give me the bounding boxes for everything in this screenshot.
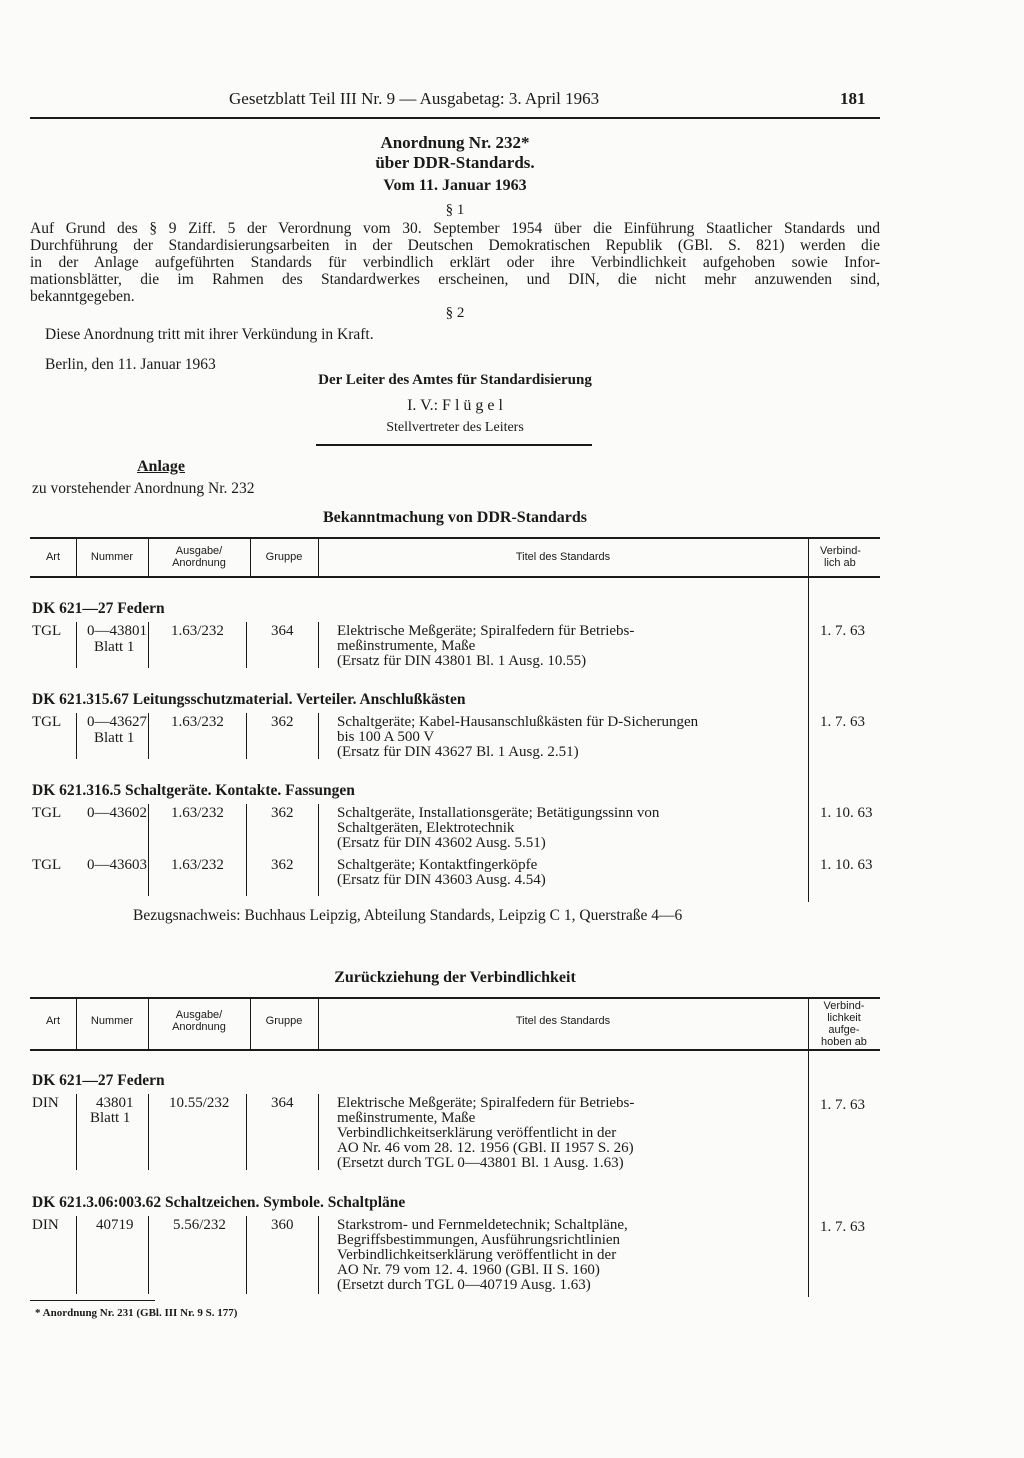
cell-datum: 1. 7. 63 bbox=[820, 1097, 865, 1113]
ordinance-title: Anordnung Nr. 232* bbox=[380, 133, 530, 152]
col-header-gruppe: Gruppe bbox=[265, 551, 303, 563]
annex-title: Anlage bbox=[137, 458, 185, 475]
cell-titel: Schaltgeräte; Kontaktfingerköpfe bbox=[337, 857, 538, 873]
paragraph-1-line: Auf Grund des § 9 Ziff. 5 der Verordnung vom 30. September 1954 über die Einführung Staatlicher Standards und bbox=[30, 220, 880, 237]
paragraph-2-heading: § 2 bbox=[445, 305, 465, 321]
cell-titel: Elektrische Meßgeräte; Spiralfedern für Betriebs- bbox=[337, 1095, 635, 1111]
signature: I. V.: F l ü g e l bbox=[407, 397, 503, 414]
cell-gruppe: 364 bbox=[271, 1095, 294, 1111]
col-header-verbindlichkeit: Verbind- bbox=[823, 1000, 865, 1012]
cell-titel: (Ersatz für DIN 43603 Ausg. 4.54) bbox=[337, 872, 546, 888]
row-separator bbox=[246, 622, 247, 668]
cell-nummer: 0—43603 bbox=[87, 857, 147, 873]
date-column-separator bbox=[808, 539, 809, 902]
group-heading: DK 621—27 Federn bbox=[32, 600, 165, 617]
cell-nummer: Blatt 1 bbox=[94, 639, 135, 655]
row-separator bbox=[148, 1216, 149, 1294]
paragraph-1-line: mationsblätter, die im Rahmen des Standardwerkes erscheinen, und DIN, die nicht mehr anzuwenden sind, bbox=[30, 271, 880, 288]
cell-ausgabe: 1.63/232 bbox=[171, 714, 224, 730]
row-separator bbox=[246, 804, 247, 896]
row-separator bbox=[246, 1094, 247, 1170]
cell-nummer: 0—43602 bbox=[87, 805, 147, 821]
table-top-rule bbox=[30, 537, 880, 539]
journal-header: Gesetzblatt Teil III Nr. 9 — Ausgabetag: 3. April 1963 bbox=[229, 89, 600, 108]
cell-gruppe: 360 bbox=[271, 1217, 294, 1233]
cell-titel: Schaltgeräten, Elektrotechnik bbox=[337, 820, 515, 836]
row-separator bbox=[148, 804, 149, 896]
col-header-ausgabe: Ausgabe/ bbox=[175, 1009, 223, 1021]
section-separator bbox=[316, 444, 592, 446]
cell-titel: Elektrische Meßgeräte; Spiralfedern für Betriebs- bbox=[337, 623, 635, 639]
cell-ausgabe: 10.55/232 bbox=[169, 1095, 230, 1111]
col-header-gruppe: Gruppe bbox=[265, 1015, 303, 1027]
group-heading: DK 621.3.06:003.62 Schaltzeichen. Symbole. Schaltpläne bbox=[32, 1194, 406, 1211]
col-header-titel: Titel des Standards bbox=[515, 551, 611, 563]
cell-titel: meßinstrumente, Maße bbox=[337, 638, 476, 654]
signature-role: Stellvertreter des Leiters bbox=[386, 420, 524, 435]
row-separator bbox=[148, 1094, 149, 1170]
withdrawal-title: Zurückziehung der Verbindlichkeit bbox=[334, 969, 576, 986]
cell-datum: 1. 7. 63 bbox=[820, 714, 865, 730]
paragraph-1-heading: § 1 bbox=[445, 202, 465, 218]
cell-titel: meßinstrumente, Maße bbox=[337, 1110, 476, 1126]
cell-titel: AO Nr. 79 vom 12. 4. 1960 (GBl. II S. 160) bbox=[337, 1262, 600, 1278]
cell-titel: (Ersetzt durch TGL 0—43801 Bl. 1 Ausg. 1.63) bbox=[337, 1155, 624, 1171]
cell-gruppe: 362 bbox=[271, 857, 294, 873]
cell-datum: 1. 7. 63 bbox=[820, 1219, 865, 1235]
col-header-nummer: Nummer bbox=[90, 551, 134, 563]
cell-nummer: 40719 bbox=[96, 1217, 134, 1233]
cell-art: TGL bbox=[32, 714, 62, 730]
cell-datum: 1. 7. 63 bbox=[820, 623, 865, 639]
col-header-verbindlichkeit: aufge- bbox=[828, 1024, 860, 1036]
cell-art: TGL bbox=[32, 805, 62, 821]
paragraph-1-line: bekanntgegeben. bbox=[30, 288, 135, 305]
footnote-rule bbox=[30, 1300, 155, 1301]
cell-datum: 1. 10. 63 bbox=[820, 805, 873, 821]
cell-nummer: 0—43627 bbox=[87, 714, 147, 730]
cell-titel: Schaltgeräte; Kabel-Hausanschlußkästen für D-Sicherungen bbox=[337, 714, 699, 730]
cell-art: TGL bbox=[32, 623, 62, 639]
table-header-rule bbox=[30, 576, 880, 578]
cell-titel: (Ersetzt durch TGL 0—40719 Ausg. 1.63) bbox=[337, 1277, 591, 1293]
annex-subtitle: zu vorstehender Anordnung Nr. 232 bbox=[32, 480, 255, 497]
row-separator bbox=[76, 713, 77, 759]
ordinance-subtitle: über DDR-Standards. bbox=[375, 153, 535, 172]
row-separator bbox=[318, 1216, 319, 1294]
cell-nummer: Blatt 1 bbox=[90, 1110, 131, 1126]
col-header-titel: Titel des Standards bbox=[515, 1015, 611, 1027]
col-header-verbindlich: lich ab bbox=[824, 557, 856, 569]
cell-titel: AO Nr. 46 vom 28. 12. 1956 (GBl. II 1957 S. 26) bbox=[337, 1140, 634, 1156]
col-header-ausgabe: Ausgabe/ bbox=[175, 545, 223, 557]
cell-titel: Verbindlichkeitserklärung veröffentlicht in der bbox=[337, 1125, 617, 1141]
cell-gruppe: 362 bbox=[271, 805, 294, 821]
source-note: Bezugsnachweis: Buchhaus Leipzig, Abteilung Standards, Leipzig C 1, Querstraße 4—6 bbox=[133, 907, 683, 924]
cell-titel: bis 100 A 500 V bbox=[337, 729, 435, 745]
col-header-art: Art bbox=[45, 551, 61, 563]
row-separator bbox=[148, 713, 149, 759]
cell-nummer: Blatt 1 bbox=[94, 730, 135, 746]
col-header-ausgabe: Anordnung bbox=[172, 557, 226, 569]
table-header-rule bbox=[30, 1049, 880, 1051]
header-rule bbox=[30, 117, 880, 119]
cell-titel: Begriffsbestimmungen, Ausführungsrichtlinien bbox=[337, 1232, 621, 1248]
group-heading: DK 621—27 Federn bbox=[32, 1072, 165, 1089]
col-header-verbindlichkeit: hoben ab bbox=[821, 1036, 867, 1048]
cell-ausgabe: 5.56/232 bbox=[173, 1217, 226, 1233]
cell-art: DIN bbox=[32, 1217, 59, 1233]
announcement-title: Bekanntmachung von DDR-Standards bbox=[322, 509, 588, 526]
row-separator bbox=[318, 804, 319, 896]
col-header-verbindlich: Verbind- bbox=[820, 545, 861, 557]
cell-gruppe: 364 bbox=[271, 623, 294, 639]
row-separator bbox=[318, 713, 319, 759]
cell-art: DIN bbox=[32, 1095, 59, 1111]
row-separator bbox=[148, 622, 149, 668]
footnote: * Anordnung Nr. 231 (GBl. III Nr. 9 S. 177) bbox=[35, 1307, 238, 1319]
cell-titel: (Ersatz für DIN 43602 Ausg. 5.51) bbox=[337, 835, 546, 851]
cell-titel: Starkstrom- und Fernmeldetechnik; Schaltpläne, bbox=[337, 1217, 628, 1233]
row-separator bbox=[318, 622, 319, 668]
row-separator bbox=[76, 1094, 77, 1170]
col-header-ausgabe: Anordnung bbox=[172, 1021, 226, 1033]
table-top-rule bbox=[30, 997, 880, 999]
row-separator bbox=[246, 1216, 247, 1294]
signatory-title: Der Leiter des Amtes für Standardisierung bbox=[318, 372, 592, 388]
cell-ausgabe: 1.63/232 bbox=[171, 805, 224, 821]
col-header-verbindlichkeit: lichkeit bbox=[827, 1012, 861, 1024]
cell-nummer: 0—43801 bbox=[87, 623, 147, 639]
paragraph-1-line: in der Anlage aufgeführten Standards für verbindlich erklärt oder ihre Verbindlichkeit aufgehoben sowie Infor- bbox=[30, 254, 880, 271]
cell-art: TGL bbox=[32, 857, 62, 873]
place-date: Berlin, den 11. Januar 1963 bbox=[45, 356, 216, 373]
row-separator bbox=[246, 713, 247, 759]
row-separator bbox=[318, 1094, 319, 1170]
cell-ausgabe: 1.63/232 bbox=[171, 623, 224, 639]
group-heading: DK 621.316.5 Schaltgeräte. Kontakte. Fassungen bbox=[32, 782, 355, 799]
ordinance-date: Vom 11. Januar 1963 bbox=[383, 177, 527, 194]
cell-titel: Schaltgeräte, Installationsgeräte; Betätigungssinn von bbox=[337, 805, 660, 821]
cell-gruppe: 362 bbox=[271, 714, 294, 730]
cell-datum: 1. 10. 63 bbox=[820, 857, 873, 873]
cell-nummer: 43801 bbox=[96, 1095, 134, 1111]
paragraph-1-line: Durchführung der Standardisierungsarbeiten in der Deutschen Demokratischen Republik (GBl. S. 821) werden die bbox=[30, 237, 880, 254]
cell-titel: Verbindlichkeitserklärung veröffentlicht in der bbox=[337, 1247, 617, 1263]
cell-titel: (Ersatz für DIN 43801 Bl. 1 Ausg. 10.55) bbox=[337, 653, 587, 669]
page-number: 181 bbox=[840, 89, 866, 108]
col-header-art: Art bbox=[45, 1015, 61, 1027]
row-separator bbox=[76, 622, 77, 668]
col-header-nummer: Nummer bbox=[90, 1015, 134, 1027]
cell-titel: (Ersatz für DIN 43627 Bl. 1 Ausg. 2.51) bbox=[337, 744, 579, 760]
paragraph-2: Diese Anordnung tritt mit ihrer Verkündung in Kraft. bbox=[45, 326, 374, 343]
cell-ausgabe: 1.63/232 bbox=[171, 857, 224, 873]
group-heading: DK 621.315.67 Leitungsschutzmaterial. Verteiler. Anschlußkästen bbox=[32, 691, 466, 708]
row-separator bbox=[76, 1216, 77, 1294]
